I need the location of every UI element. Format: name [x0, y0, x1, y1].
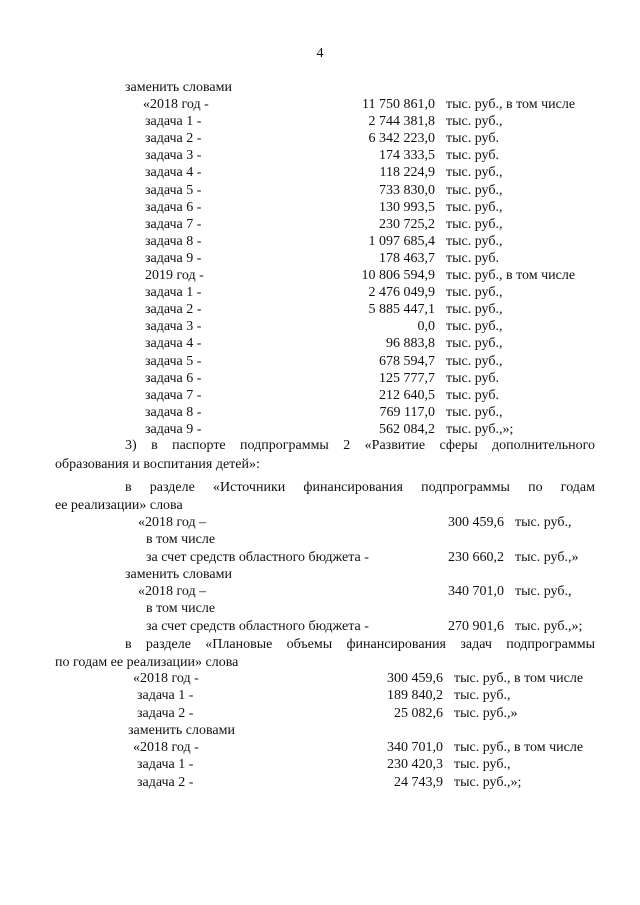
row-label: в том числе: [146, 532, 216, 548]
table-row: [0, 705, 640, 722]
row-value: 300 459,6: [448, 515, 504, 530]
table-row: [0, 164, 640, 181]
row-label: задача 7 -: [145, 387, 202, 403]
table-row: [0, 216, 640, 233]
table-row: [0, 531, 640, 548]
row-unit: тыс. руб., в том числе: [446, 268, 576, 283]
row-value: 340 701,0: [387, 740, 443, 755]
row-value: 340 701,0: [448, 584, 504, 599]
table-row: [0, 301, 640, 318]
table-row: [0, 549, 640, 566]
row-label: задача 9 -: [145, 421, 202, 437]
row-unit: тыс. руб.,: [446, 404, 503, 420]
row-unit: тыс. руб.,: [446, 233, 503, 249]
table-row: [0, 267, 640, 284]
table-row: [0, 618, 640, 635]
row-value: 189 840,2: [387, 688, 443, 704]
row-unit: тыс. руб.,: [446, 336, 503, 352]
row-unit: тыс. руб.: [446, 387, 499, 403]
row-unit: тыс. руб.,»: [454, 705, 518, 721]
row-value: 733 830,0: [379, 182, 435, 198]
row-value: 24 743,9: [394, 774, 443, 790]
row-value: 1 097 685,4: [368, 233, 435, 249]
replace-intro-1: заменить словами: [125, 80, 232, 95]
row-value: 0,0: [417, 319, 435, 335]
row-label: «2018 год -: [133, 671, 199, 686]
row-label: «2018 год -: [133, 740, 199, 755]
row-label: задача 2 -: [145, 131, 202, 147]
row-value: 212 640,5: [379, 387, 435, 403]
table-row: [0, 335, 640, 352]
table-row: [0, 600, 640, 617]
row-value: 300 459,6: [387, 671, 443, 686]
row-unit: тыс. руб.,»;: [515, 618, 583, 634]
sources-line1: в разделе «Источники финансирования подпрограммы по годам: [125, 480, 595, 495]
row-unit: тыс. руб.,: [446, 216, 503, 232]
planned-replace: заменить словами: [128, 723, 235, 738]
table-row: [0, 774, 640, 791]
row-unit: тыс. руб.,: [446, 182, 503, 198]
row-unit: тыс. руб., в том числе: [454, 740, 584, 755]
sources-line2: ее реализации» слова: [55, 498, 183, 513]
row-label: задача 1 -: [137, 688, 194, 704]
table-row: [0, 387, 640, 404]
row-value: 25 082,6: [394, 705, 443, 721]
table-row: [0, 756, 640, 773]
table-row: [0, 130, 640, 147]
row-unit: тыс. руб.,: [446, 114, 503, 130]
row-label: «2018 год –: [138, 584, 207, 599]
row-unit: тыс. руб.,»;: [454, 774, 522, 790]
row-value: 230 420,3: [387, 757, 443, 773]
table-row: [0, 250, 640, 267]
row-unit: тыс. руб.: [446, 370, 499, 386]
row-unit: тыс. руб.: [446, 250, 499, 266]
row-unit: тыс. руб.,»;: [446, 421, 514, 437]
row-value: 2 476 049,9: [368, 285, 435, 301]
row-label: задача 4 -: [145, 165, 202, 181]
planned-line2: по годам ее реализации» слова: [55, 655, 239, 670]
table-row: [0, 233, 640, 250]
table-row: [0, 199, 640, 216]
row-label: задача 6 -: [145, 370, 202, 386]
row-value: 125 777,7: [379, 370, 435, 386]
row-value: 2 744 381,8: [368, 114, 435, 130]
row-label: задача 9 -: [145, 250, 202, 266]
row-value: 96 883,8: [386, 336, 435, 352]
row-unit: тыс. руб.,: [446, 285, 503, 301]
row-value: 11 750 861,0: [362, 97, 435, 112]
row-label: задача 7 -: [145, 216, 202, 232]
row-label: 2019 год -: [145, 268, 204, 283]
row-label: задача 1 -: [145, 114, 202, 130]
row-label: задача 1 -: [145, 285, 202, 301]
row-value: 178 463,7: [379, 250, 435, 266]
row-label: задача 8 -: [145, 233, 202, 249]
row-unit: тыс. руб.,: [454, 688, 511, 704]
row-value: 5 885 447,1: [368, 302, 435, 318]
row-unit: тыс. руб.,: [446, 353, 503, 369]
row-unit: тыс. руб.,: [454, 757, 511, 773]
row-label: «2018 год –: [138, 515, 207, 530]
row-label: за счет средств областного бюджета -: [146, 549, 369, 565]
table-row: [0, 370, 640, 387]
row-label: задача 5 -: [145, 353, 202, 369]
table-row: [0, 670, 640, 687]
table-row: [0, 284, 640, 301]
table-row: [0, 182, 640, 199]
row-value: 562 084,2: [379, 421, 435, 437]
table-row: [0, 404, 640, 421]
table-row: [0, 113, 640, 130]
row-unit: тыс. руб.: [446, 131, 499, 147]
row-value: 10 806 594,9: [361, 268, 435, 283]
row-label: задача 2 -: [137, 705, 194, 721]
item3-line1: 3) в паспорте подпрограммы 2 «Развитие сферы дополнительного: [125, 438, 595, 453]
row-unit: тыс. руб.,: [515, 515, 572, 530]
page-number: 4: [316, 46, 324, 61]
table-row: [0, 147, 640, 164]
row-value: 270 901,6: [448, 618, 504, 634]
row-unit: тыс. руб.,: [446, 165, 503, 181]
row-unit: тыс. руб.,: [515, 584, 572, 599]
table-row: [0, 318, 640, 335]
row-value: 6 342 223,0: [368, 131, 435, 147]
table-row: [0, 687, 640, 704]
row-label: задача 5 -: [145, 182, 202, 198]
row-unit: тыс. руб.: [446, 148, 499, 164]
row-label: «2018 год -: [143, 97, 209, 112]
table-row: [0, 353, 640, 370]
table-row: [0, 739, 640, 756]
table-row: [0, 514, 640, 531]
row-unit: тыс. руб.,: [446, 302, 503, 318]
table-row: [0, 421, 640, 438]
row-unit: тыс. руб.,: [446, 199, 503, 215]
row-label: задача 6 -: [145, 199, 202, 215]
row-value: 174 333,5: [379, 148, 435, 164]
row-value: 230 660,2: [448, 549, 504, 565]
row-value: 678 594,7: [379, 353, 435, 369]
row-value: 230 725,2: [379, 216, 435, 232]
row-label: задача 3 -: [145, 148, 202, 164]
sources-replace: заменить словами: [125, 567, 232, 582]
row-label: задача 3 -: [145, 319, 202, 335]
row-unit: тыс. руб., в том числе: [446, 97, 576, 112]
item3-line2: образования и воспитания детей»:: [55, 457, 260, 472]
row-label: задача 1 -: [137, 757, 194, 773]
row-unit: тыс. руб.,»: [515, 549, 579, 565]
row-unit: тыс. руб., в том числе: [454, 671, 584, 686]
row-label: за счет средств областного бюджета -: [146, 618, 369, 634]
planned-line1: в разделе «Плановые объемы финансирования задач подпрограммы: [125, 637, 595, 652]
row-value: 769 117,0: [379, 404, 435, 420]
row-label: задача 2 -: [137, 774, 194, 790]
row-unit: тыс. руб.,: [446, 319, 503, 335]
row-label: в том числе: [146, 601, 216, 617]
row-value: 130 993,5: [379, 199, 435, 215]
row-label: задача 4 -: [145, 336, 202, 352]
row-value: 118 224,9: [379, 165, 435, 181]
row-label: задача 8 -: [145, 404, 202, 420]
table-row: [0, 96, 640, 113]
row-label: задача 2 -: [145, 302, 202, 318]
table-row: [0, 583, 640, 600]
